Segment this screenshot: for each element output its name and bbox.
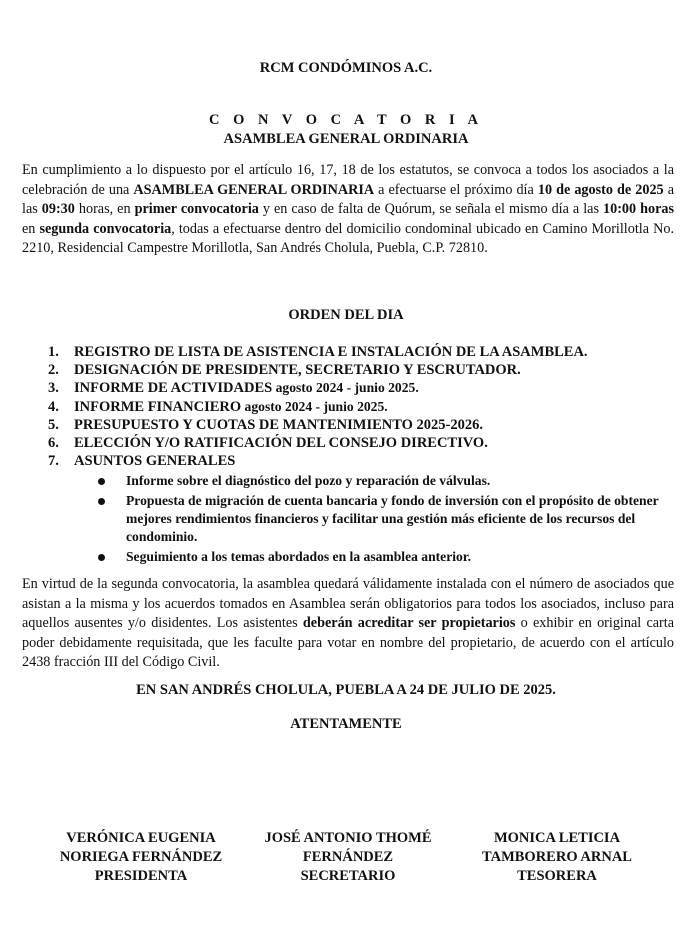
agenda-item-number: 4.	[48, 398, 59, 415]
agenda-item-text: INFORME FINANCIERO	[74, 398, 242, 415]
general-matters-list	[74, 472, 668, 566]
bullet-icon	[98, 498, 105, 505]
signer-role: TESORERA	[517, 868, 597, 884]
agenda-item-period: agosto 2024 - junio 2025.	[272, 380, 419, 396]
general-matter-text: Informe sobre el diagnóstico del pozo y reparación de válvulas.	[126, 473, 491, 489]
place-date: EN SAN ANDRÉS CHOLULA, PUEBLA A 24 DE JULIO DE 2025.	[136, 682, 556, 698]
signature-treasurer	[452, 829, 662, 886]
signature-president	[36, 829, 246, 886]
signer-name: VERÓNICA EUGENIA	[66, 830, 216, 846]
agenda-item	[28, 379, 668, 397]
signer-name: MONICA LETICIA	[493, 830, 621, 846]
agenda-heading: ORDEN DEL DIA	[288, 307, 404, 323]
agenda-item-number: 1.	[48, 344, 59, 360]
signer-role: PRESIDENTA	[94, 868, 188, 884]
agenda-item	[28, 398, 668, 416]
agenda-item-text: DESIGNACIÓN DE PRESIDENTE, SECRETARIO Y ESCRUTADOR.	[74, 362, 521, 379]
intro-text: a efectuarse el próximo día	[374, 181, 538, 198]
general-matter-item	[74, 472, 668, 490]
bullet-icon	[98, 554, 105, 561]
closing-bold: deberán acreditar ser propietarios	[302, 615, 516, 631]
intro-paragraph	[22, 161, 674, 259]
closing-paragraph	[22, 575, 674, 673]
intro-bold: primer convocatoria	[134, 201, 259, 217]
general-matter-item	[74, 492, 668, 546]
closing-text: En virtud de la segunda convocatoria, la asamblea quedará válidamente instalada con el número de asociados que asistan a la misma y los acuerdos tomados en Asamblea serán obligatorios para todos los asociados, incluso para aquellos ausentes y/o disidentes. Los asistentes	[22, 576, 674, 631]
general-matter-text: Seguimiento a los temas abordados en la asamblea anterior.	[126, 549, 472, 565]
intro-text: , todas a efectuarse dentro del domicilio condominal ubicado en Camino Morillotla No. 2210, Residencial Campestre Morillotla, San Andrés Cholula, Puebla, C.P. 72810.	[22, 220, 674, 256]
signer-surname: TAMBORERO ARNAL	[482, 849, 632, 865]
document-title: C O N V O C A T O R I A	[209, 112, 483, 128]
intro-bold: 10 de agosto de 2025	[537, 181, 664, 198]
organization-name: RCM CONDÓMINOS A.C.	[259, 60, 433, 76]
intro-bold: segunda convocatoria	[39, 220, 172, 237]
agenda-item-period: agosto 2024 - junio 2025.	[241, 398, 388, 414]
intro-bold: ASAMBLEA GENERAL ORDINARIA	[133, 181, 375, 198]
signer-role: SECRETARIO	[300, 868, 396, 884]
agenda-item	[28, 434, 668, 452]
closing-text: o exhibir en original carta poder debidamente requisitada, que les faculte para votar en nombre del propietario, de acuerdo con el artículo 2438 fracción III del Código Civil.	[22, 615, 675, 670]
agenda-item-text: ELECCIÓN Y/O RATIFICACIÓN DEL CONSEJO DIRECTIVO.	[74, 435, 488, 452]
intro-bold: 09:30	[41, 201, 75, 217]
agenda-item-number: 2.	[48, 362, 59, 379]
intro-bold: 10:00 horas	[603, 201, 675, 217]
agenda-item-number: 5.	[48, 416, 59, 433]
agenda-item-text: ASUNTOS GENERALES	[74, 453, 236, 470]
signature-secretary	[243, 829, 453, 886]
intro-text: horas, en	[74, 201, 135, 217]
agenda-item-number: 3.	[48, 380, 59, 397]
document-subtitle: ASAMBLEA GENERAL ORDINARIA	[223, 131, 469, 147]
agenda-item-text: INFORME DE ACTIVIDADES	[74, 380, 273, 397]
agenda-item-number: 7.	[48, 453, 59, 470]
signer-name: JOSÉ ANTONIO THOMÉ	[264, 830, 432, 846]
bullet-icon	[98, 478, 105, 485]
agenda-item-text: REGISTRO DE LISTA DE ASISTENCIA E INSTALACIÓN DE LA ASAMBLEA.	[74, 344, 588, 360]
intro-text: a las	[22, 181, 674, 217]
general-matter-text: Propuesta de migración de cuenta bancaria y fondo de inversión con el propósito de obtener mejores rendimientos financieros y facilitar una gestión más eficiente de los recursos del condominio.	[126, 493, 659, 545]
agenda-item-text: PRESUPUESTO Y CUOTAS DE MANTENIMIENTO 2025-2026.	[74, 416, 484, 433]
agenda-item	[28, 343, 668, 361]
intro-text: y en caso de falta de Quórum, se señala el mismo día a las	[258, 201, 603, 217]
intro-text: en	[22, 220, 40, 237]
agenda-item-number: 6.	[48, 435, 59, 452]
signer-surname: FERNÁNDEZ	[302, 849, 394, 865]
general-matter-item	[74, 548, 668, 566]
agenda-item	[28, 452, 668, 566]
agenda-list	[28, 343, 668, 568]
signer-surname: NORIEGA FERNÁNDEZ	[59, 849, 223, 865]
regards: ATENTAMENTE	[290, 716, 402, 732]
agenda-item	[28, 361, 668, 379]
intro-text: En cumplimiento a lo dispuesto por el artículo 16, 17, 18 de los estatutos, se convoca a todos los asociados a la celebración de una	[22, 162, 674, 198]
agenda-item	[28, 416, 668, 434]
